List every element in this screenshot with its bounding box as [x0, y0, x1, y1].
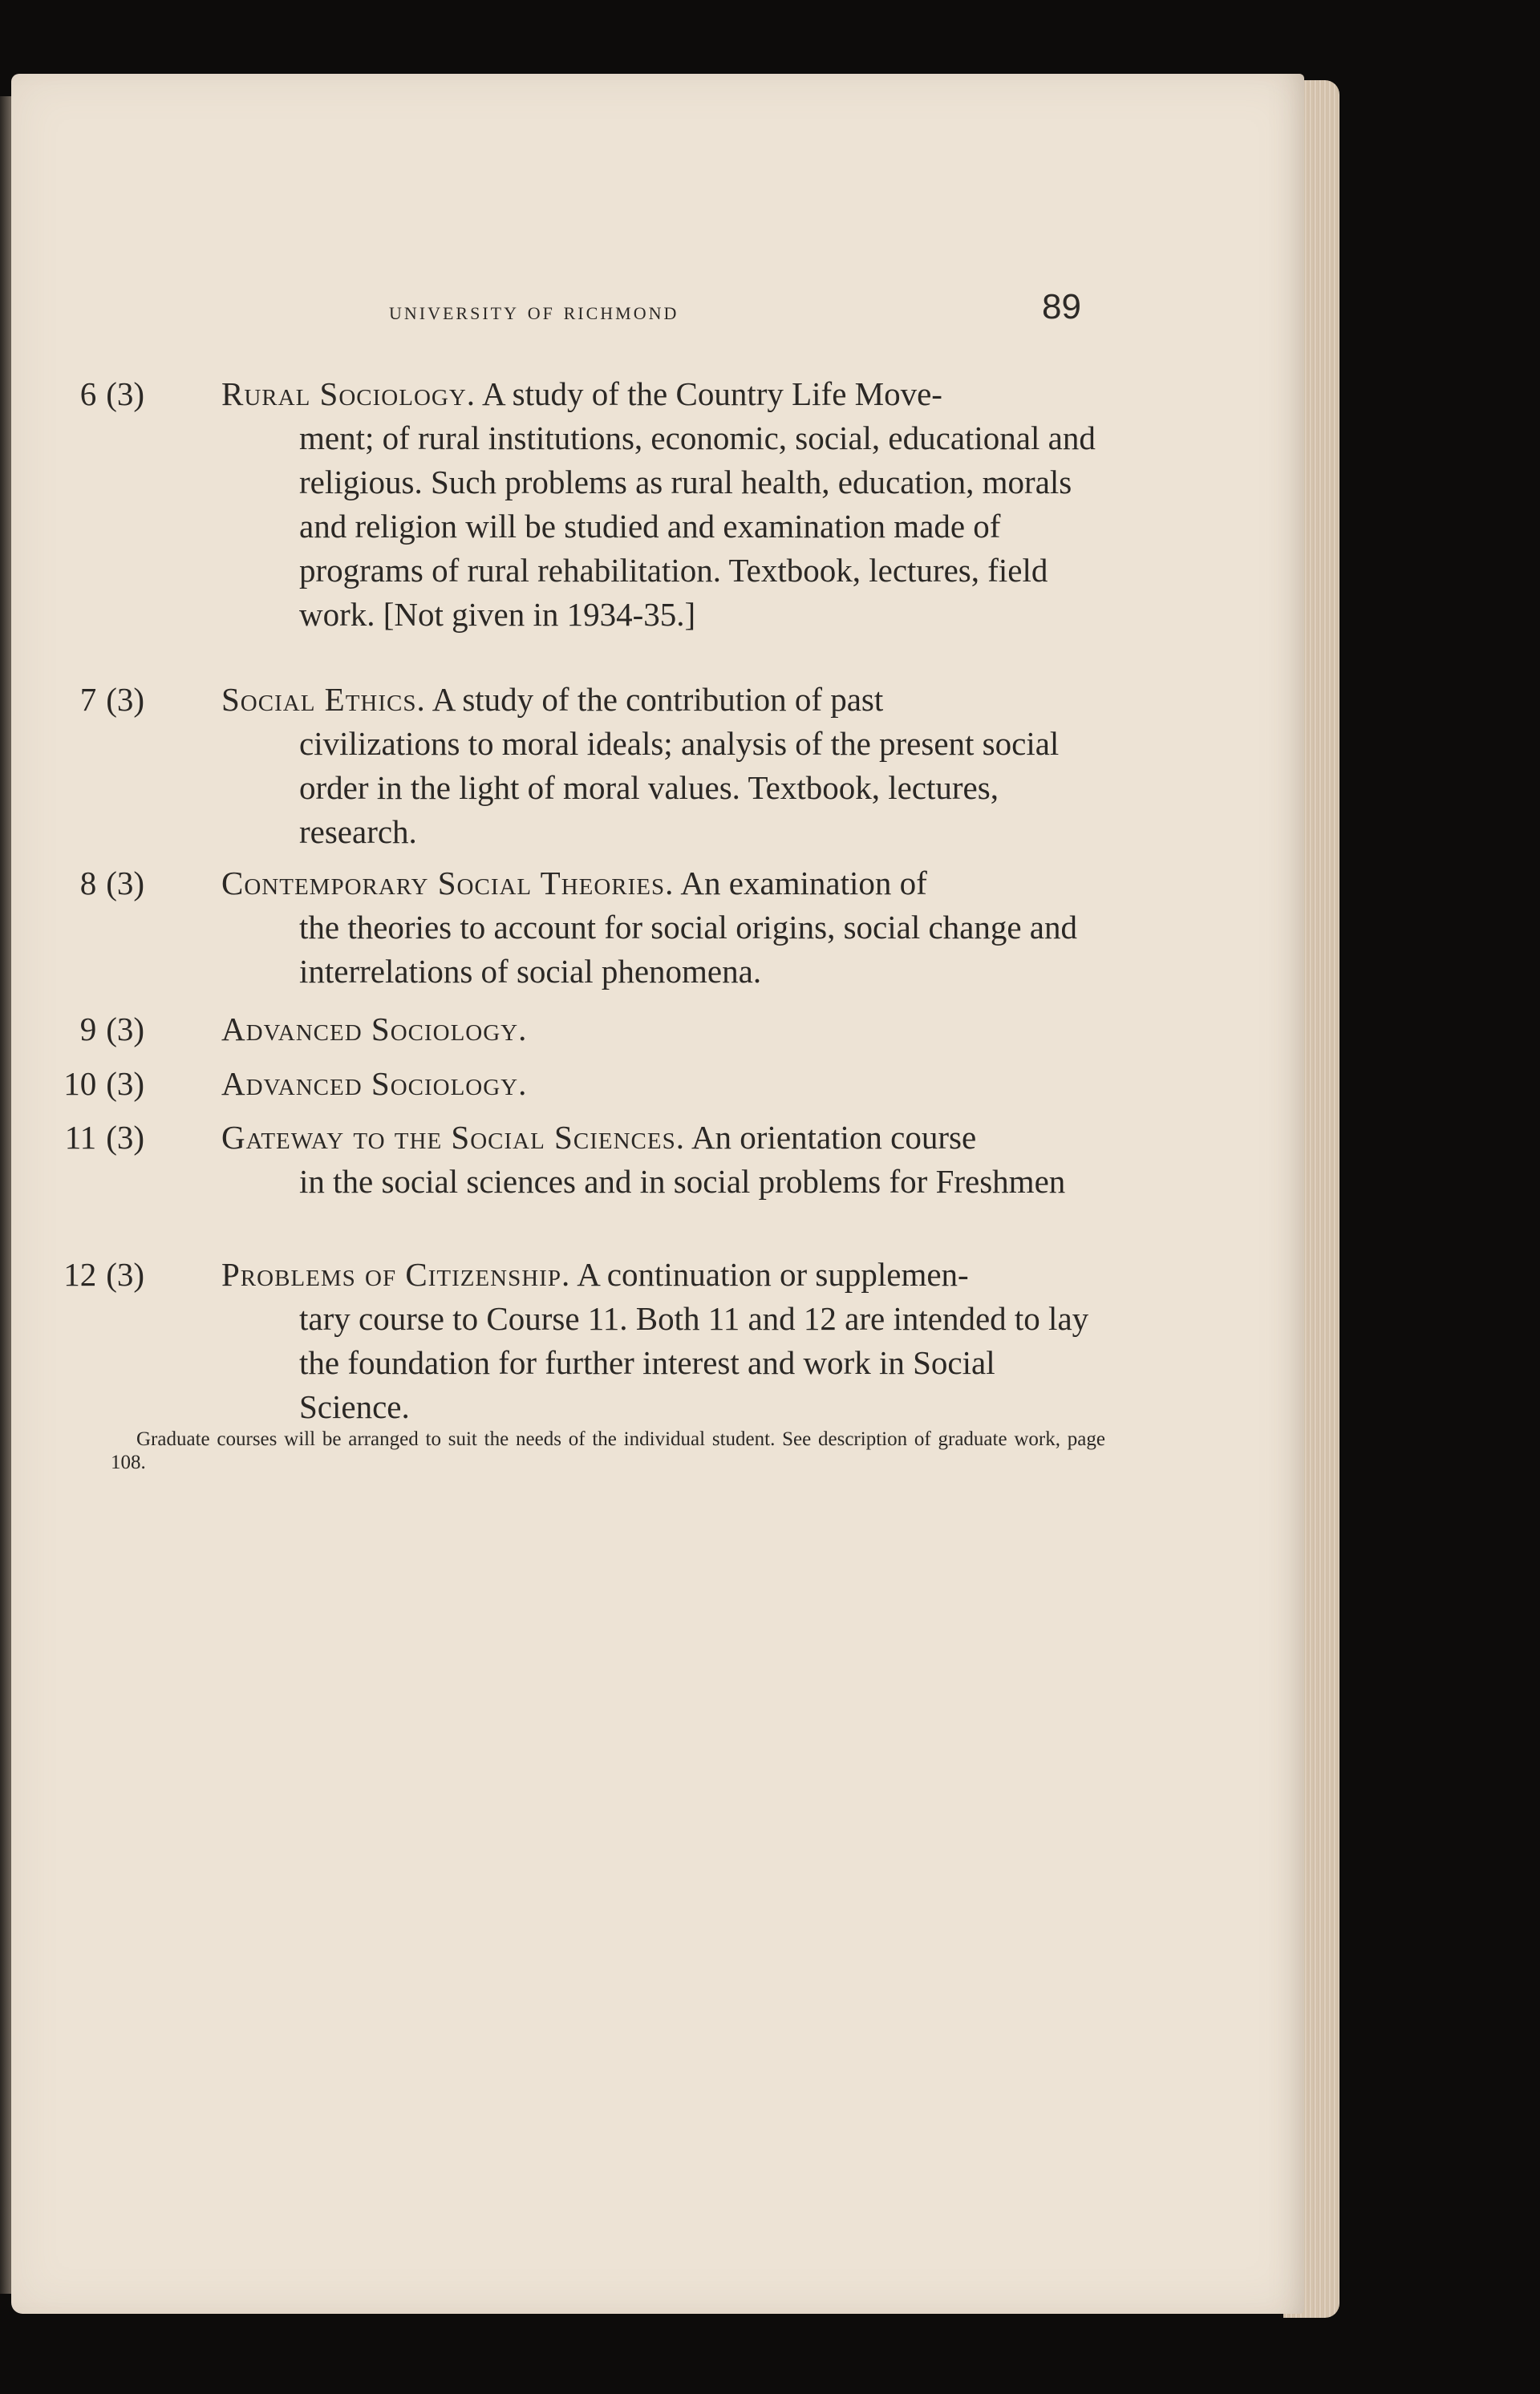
course-credits: (3): [106, 865, 144, 901]
course-description-start: A continuation or supplemen-: [577, 1256, 969, 1293]
course-number-group: [0, 678, 144, 722]
course-number: 10: [63, 1065, 97, 1102]
running-head: university of richmond: [389, 297, 679, 325]
course-credits: (3): [106, 375, 144, 412]
course-title: Advanced Sociology.: [221, 1011, 528, 1047]
course-title: Rural Sociology.: [221, 375, 476, 412]
course-description: civilizations to moral ideals; analysis of the present social order in the light of moral values. Textbook, lectures, research.: [299, 725, 1060, 850]
course-first-line: [221, 1062, 1096, 1106]
course-description-start: An examination of: [680, 865, 927, 901]
course-number: 7: [79, 681, 97, 718]
course-number-group: [0, 1116, 144, 1160]
footnote: Graduate courses will be arranged to suit the needs of the individual student. See description of graduate work, page 108.: [111, 1428, 1105, 1473]
course-number: 8: [79, 865, 97, 901]
course-description: the theories to account for social origins, social change and interrelations of social phenomena.: [299, 909, 1078, 990]
course-title: Advanced Sociology.: [221, 1065, 528, 1102]
course-number-group: [0, 861, 144, 905]
course-credits: (3): [106, 1119, 144, 1156]
course-title: Contemporary Social Theories.: [221, 865, 675, 901]
course-description: tary course to Course 11. Both 11 and 12 are intended to lay the foundation for further interest and work in Social Science.: [299, 1300, 1089, 1425]
page-number: 89: [1042, 287, 1081, 326]
course-first-line: [221, 861, 1096, 905]
course-number-group: [0, 372, 144, 416]
course-number-group: [0, 1007, 144, 1051]
course-description-start: A study of the Country Life Move-: [482, 375, 942, 412]
course-credits: (3): [106, 1256, 144, 1293]
course-first-line: [221, 1116, 1096, 1160]
course-first-line: [221, 1007, 1096, 1051]
course-description: ment; of rural institutions, economic, social, educational and religious. Such problems as rural health, education, morals and religion will be studied and examination made of programs of rural rehabilitation. Textbook, lectures, field work. [Not given in 1934-35.]: [299, 419, 1096, 633]
course-title: Gateway to the Social Sciences.: [221, 1119, 685, 1156]
course-first-line: [221, 678, 1096, 722]
course-number: 9: [79, 1011, 97, 1047]
course-first-line: [221, 1253, 1096, 1297]
course-credits: (3): [106, 1065, 144, 1102]
course-first-line: [221, 372, 1096, 416]
course-number: 12: [63, 1256, 97, 1293]
course-number: 11: [64, 1119, 97, 1156]
course-description: in the social sciences and in social problems for Freshmen: [299, 1163, 1066, 1200]
course-number-group: [0, 1253, 144, 1297]
course-description-start: A study of the contribution of past: [432, 681, 884, 718]
course-number: 6: [79, 375, 97, 412]
course-credits: (3): [106, 1011, 144, 1047]
course-title: Problems of Citizenship.: [221, 1256, 571, 1293]
course-description-start: An orientation course: [691, 1119, 977, 1156]
course-credits: (3): [106, 681, 144, 718]
course-title: Social Ethics.: [221, 681, 426, 718]
course-number-group: [0, 1062, 144, 1106]
